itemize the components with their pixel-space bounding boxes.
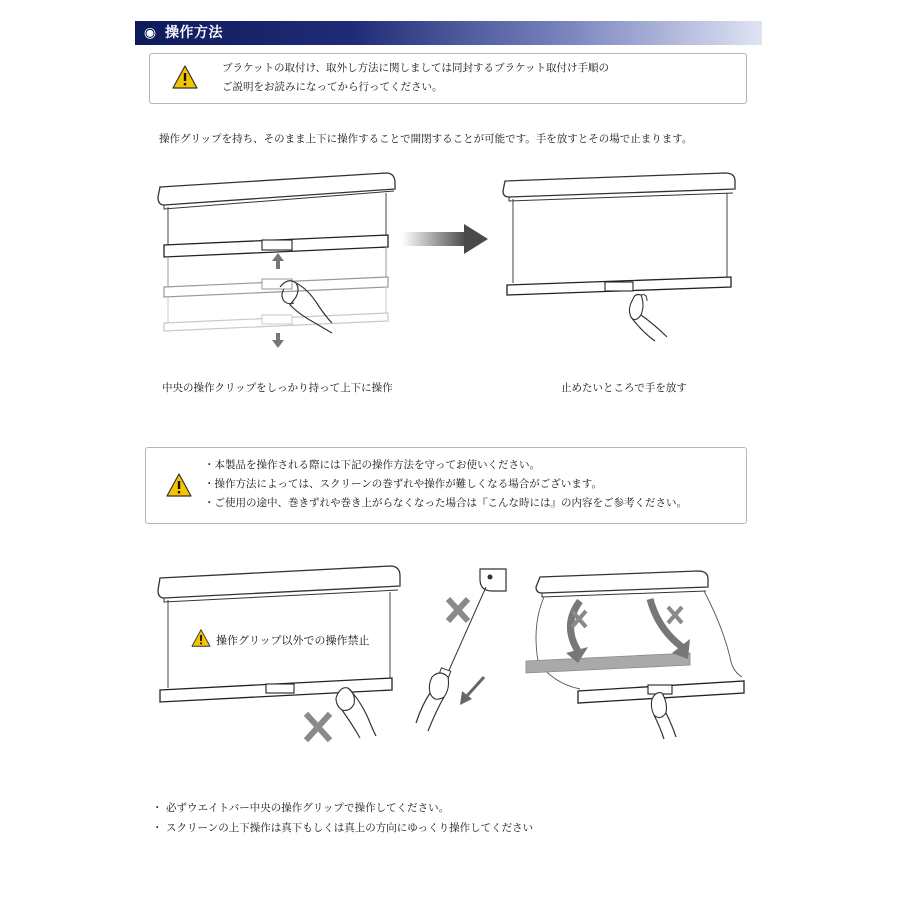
x-mark-icon [308, 716, 328, 738]
section-title: 操作方法 [165, 25, 223, 41]
prohibited-grip-diagram [150, 560, 410, 750]
step-caption-right: 止めたいところで手を放す [561, 382, 687, 394]
operation-note-box [145, 447, 747, 524]
arrow-right-icon [402, 224, 488, 254]
section-header [135, 21, 762, 45]
bullseye-icon: ◉ [143, 25, 157, 41]
note-line: ブラケットの取付け、取外し方法に関しましては同封するブラケット取付け手順の [222, 62, 610, 74]
fabric-pull-diagram [522, 565, 752, 740]
bracket-note-box [149, 53, 747, 104]
note-line: ・本製品を操作される際には下記の操作方法を守ってお使いください。 [204, 459, 540, 471]
note-line: ご説明をお読みになってから行ってください。 [222, 81, 443, 93]
note-line: ・操作方法によっては、スクリーンの巻ずれや操作が難しくなる場合がございます。 [204, 478, 602, 490]
bullet-item: ・ [152, 802, 163, 814]
prohibit-label: 操作グリップ以外での操作禁止 [216, 634, 370, 647]
warning-icon [191, 629, 211, 647]
x-mark-icon [448, 599, 468, 621]
grip-operation-diagram [150, 165, 400, 355]
cord-pull-diagram [410, 565, 520, 735]
note-line: ・ご使用の途中、巻きずれや巻き上がらなくなった場合は『こんな時には』の内容をご参考ください。 [204, 497, 687, 509]
bullet-item: ・ [152, 822, 163, 834]
bullet-text: スクリーンの上下操作は真下もしくは真上の方向にゆっくり操作してください [166, 822, 534, 834]
warning-icon [166, 473, 192, 497]
release-diagram [495, 165, 745, 345]
bullet-text: 必ずウエイトバー中央の操作グリップで操作してください。 [166, 802, 450, 814]
intro-text: 操作グリップを持ち、そのまま上下に操作することで開閉することが可能です。手を放すとその場で止まります。 [159, 133, 693, 145]
warning-icon [172, 65, 198, 89]
step-caption-left: 中央の操作クリップをしっかり持って上下に操作 [162, 382, 393, 394]
x-mark-icon [668, 607, 682, 623]
